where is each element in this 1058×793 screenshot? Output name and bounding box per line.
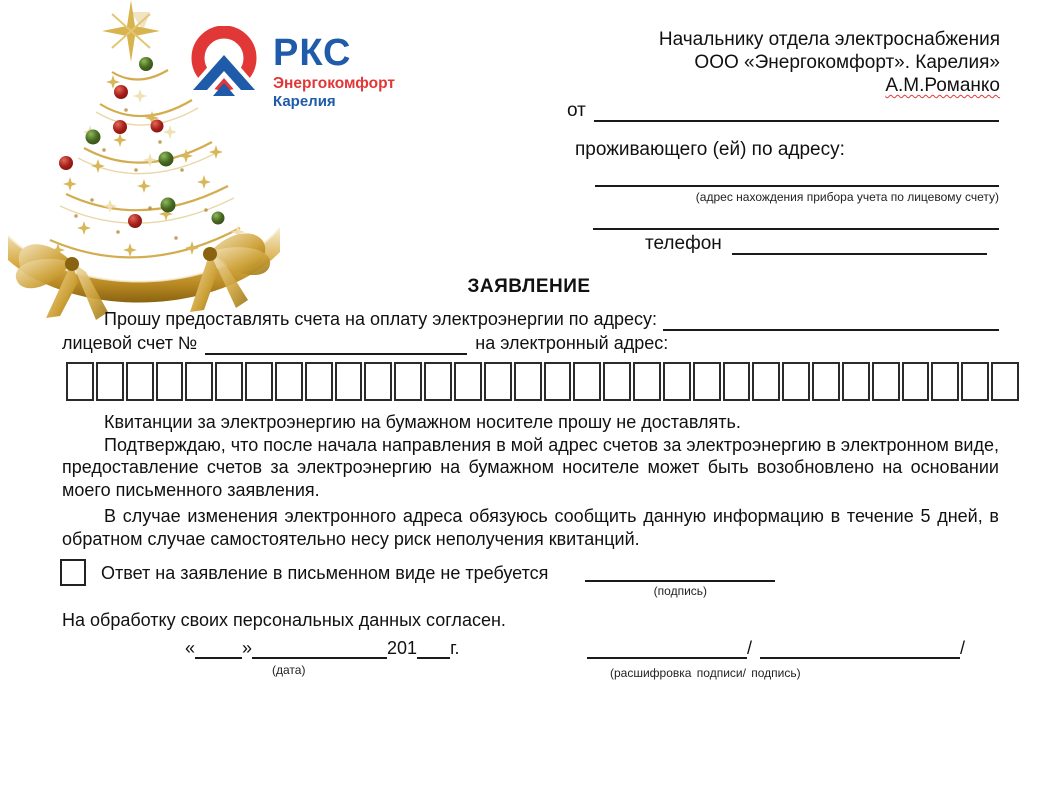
from-label: от	[567, 100, 586, 121]
email-char-cell[interactable]	[573, 362, 601, 401]
date-group	[185, 638, 459, 659]
date-hint: (дата)	[272, 663, 306, 677]
request-line-1: Прошу предоставлять счета на оплату электроэнергии по адресу:	[104, 309, 658, 329]
signature-hint: (расшифровка подписи/ подпись)	[610, 666, 801, 680]
email-char-cell[interactable]	[961, 362, 989, 401]
email-char-cell[interactable]	[991, 362, 1019, 401]
email-char-cell[interactable]	[275, 362, 303, 401]
paragraph-address-change: В случае изменения электронного адреса обязуюсь сообщить данную информацию в течение 5 дней, в обратном случае самостоятельно несу риск неполучения квитанций.	[62, 506, 999, 549]
signature-name-blank-line[interactable]	[587, 639, 747, 659]
email-char-cell[interactable]	[484, 362, 512, 401]
email-char-cell[interactable]	[156, 362, 184, 401]
email-char-cell[interactable]	[514, 362, 542, 401]
recipient-line-2: ООО «Энергокомфорт». Карелия»	[694, 52, 1000, 73]
email-char-cell[interactable]	[693, 362, 721, 401]
email-char-cell[interactable]	[603, 362, 631, 401]
email-char-cell[interactable]	[424, 362, 452, 401]
quote-close: »	[242, 638, 253, 658]
paragraph-no-paper-bills: Квитанции за электроэнергию на бумажном носителе прошу не доставлять.	[104, 412, 741, 432]
email-char-cell[interactable]	[842, 362, 870, 401]
phone-row	[645, 233, 987, 255]
account-number-label: лицевой счет №	[62, 333, 198, 353]
residing-label: проживающего (ей) по адресу:	[575, 139, 845, 160]
email-char-cell[interactable]	[185, 362, 213, 401]
request-section	[62, 308, 999, 355]
year-prefix: 201	[387, 638, 418, 658]
rks-ring-chevron-icon	[188, 26, 260, 106]
account-number-blank-line[interactable]	[205, 334, 467, 355]
email-char-cell[interactable]	[364, 362, 392, 401]
recipient-name: А.М.Романко	[885, 75, 1000, 96]
logo-subtitle-energokomfort: Энергокомфорт	[273, 75, 395, 92]
company-logo	[188, 26, 395, 111]
paragraph-confirmation: Подтверждаю, что после начала направления в мой адрес счетов за электроэнергию в электронном виде, предоставление счетов за электроэнергию на бумажном носителе может быть возобновлено на основании моего письменного заявления.	[62, 434, 999, 500]
email-char-grid[interactable]	[66, 362, 1019, 401]
from-row	[567, 100, 999, 122]
email-char-cell[interactable]	[812, 362, 840, 401]
email-char-cell[interactable]	[902, 362, 930, 401]
address-blank-line-1[interactable]	[595, 168, 999, 187]
personal-data-consent: На обработку своих персональных данных согласен.	[62, 610, 506, 630]
written-reply-row	[60, 558, 1000, 598]
signature-blank-line[interactable]	[760, 639, 960, 659]
logo-brand-text: РКС	[273, 32, 352, 74]
slash-2: /	[960, 638, 966, 658]
recipient-block	[560, 28, 1000, 97]
month-blank-line[interactable]	[252, 639, 387, 659]
email-char-cell[interactable]	[305, 362, 333, 401]
slash-1: /	[747, 638, 753, 658]
from-blank-line[interactable]	[594, 100, 999, 122]
logo-subtitle-karelia: Карелия	[273, 92, 336, 110]
no-written-reply-checkbox[interactable]	[60, 559, 86, 586]
reply-signature-hint: (подпись)	[653, 584, 708, 598]
email-char-cell[interactable]	[394, 362, 422, 401]
email-char-cell[interactable]	[544, 362, 572, 401]
body-paragraphs	[62, 411, 999, 551]
email-char-cell[interactable]	[245, 362, 273, 401]
recipient-line-1: Начальнику отдела электроснабжения	[658, 29, 1000, 50]
email-char-cell[interactable]	[96, 362, 124, 401]
year-suffix: г.	[450, 638, 460, 658]
phone-blank-line[interactable]	[732, 233, 987, 255]
phone-label: телефон	[645, 233, 722, 254]
email-char-cell[interactable]	[872, 362, 900, 401]
service-address-blank-line[interactable]	[663, 310, 999, 331]
no-written-reply-label: Ответ на заявление в письменном виде не требуется	[101, 563, 549, 583]
email-char-cell[interactable]	[215, 362, 243, 401]
email-char-cell[interactable]	[723, 362, 751, 401]
email-char-cell[interactable]	[931, 362, 959, 401]
email-char-cell[interactable]	[782, 362, 810, 401]
year-blank-line[interactable]	[417, 639, 450, 659]
reply-signature-blank-line[interactable]	[585, 563, 775, 582]
email-char-cell[interactable]	[633, 362, 661, 401]
document-title: ЗАЯВЛЕНИЕ	[467, 276, 591, 297]
email-address-label: на электронный адрес:	[475, 333, 669, 353]
email-char-cell[interactable]	[454, 362, 482, 401]
address-blank-line-2[interactable]	[593, 211, 999, 230]
signature-group	[587, 638, 965, 659]
day-blank-line[interactable]	[195, 639, 242, 659]
email-char-cell[interactable]	[663, 362, 691, 401]
email-char-cell[interactable]	[335, 362, 363, 401]
email-char-cell[interactable]	[752, 362, 780, 401]
address-hint: (адрес нахождения прибора учета по лицевому счету)	[695, 190, 999, 204]
email-char-cell[interactable]	[126, 362, 154, 401]
quote-open: «	[185, 638, 196, 658]
email-char-cell[interactable]	[66, 362, 94, 401]
